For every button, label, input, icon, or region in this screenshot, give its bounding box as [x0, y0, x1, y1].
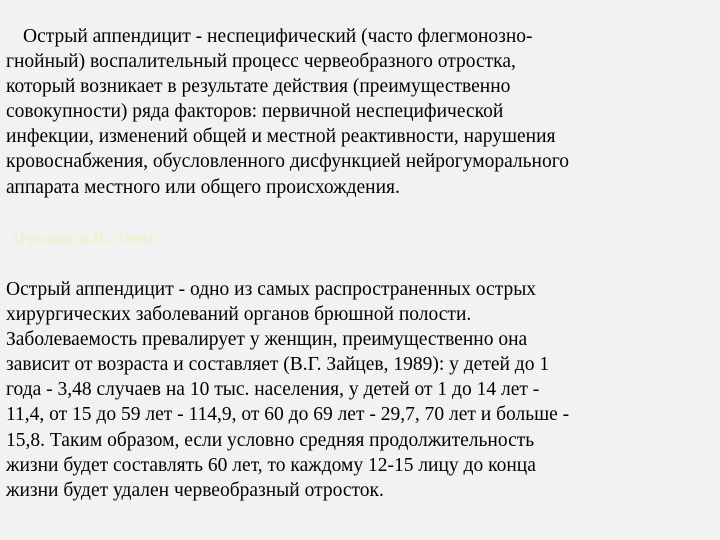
text-line: жизни будет удален червеобразный отросток.	[6, 479, 384, 501]
text-line-content: Острый аппендицит - неспецифический (часто флегмонозно-	[23, 26, 533, 47]
text-line: инфекции, изменений общей и местной реактивности, нарушения	[6, 126, 556, 148]
paragraph-epidemiology	[6, 277, 714, 503]
text-line	[6, 24, 714, 49]
text-line: Острый аппендицит - одно из самых распространенных острых	[6, 279, 537, 300]
text-line: 11,4, от 15 до 59 лет - 114,9, от 60 до 69 лет - 29,7, 70 лет и больше -	[6, 404, 570, 426]
text-line: зависит от возраста и составляет (В.Г. Зайцев, 1989): у детей до 1	[6, 354, 550, 376]
text-line: совокупности) ряда факторов: первичной неспецифической	[6, 101, 504, 123]
text-line: хирургических заболеваний органов брюшной полости.	[6, 304, 472, 326]
text-line: который возникает в результате действия (преимущественно	[6, 76, 511, 98]
text-line: аппарата местного или общего происхождения.	[6, 176, 400, 198]
citation: (Русаков В.И., 1990)	[14, 231, 153, 247]
text-line: года - 3,48 случаев на 10 тыс. населения, у детей от 1 до 14 лет -	[6, 379, 540, 401]
text-line: Заболеваемость превалирует у женщин, преимущественно она	[6, 329, 528, 351]
text-line: кровоснабжения, обусловленного дисфункцией нейрогуморального	[6, 151, 569, 173]
paragraph-definition	[6, 24, 714, 200]
text-line: гнойный) воспалительный процесс червеобразного отростка,	[6, 51, 516, 73]
text-line: 15,8. Таким образом, если условно средняя продолжительность	[6, 429, 535, 451]
text-line: жизни будет составлять 60 лет, то каждому 12-15 лицу до конца	[6, 454, 536, 476]
